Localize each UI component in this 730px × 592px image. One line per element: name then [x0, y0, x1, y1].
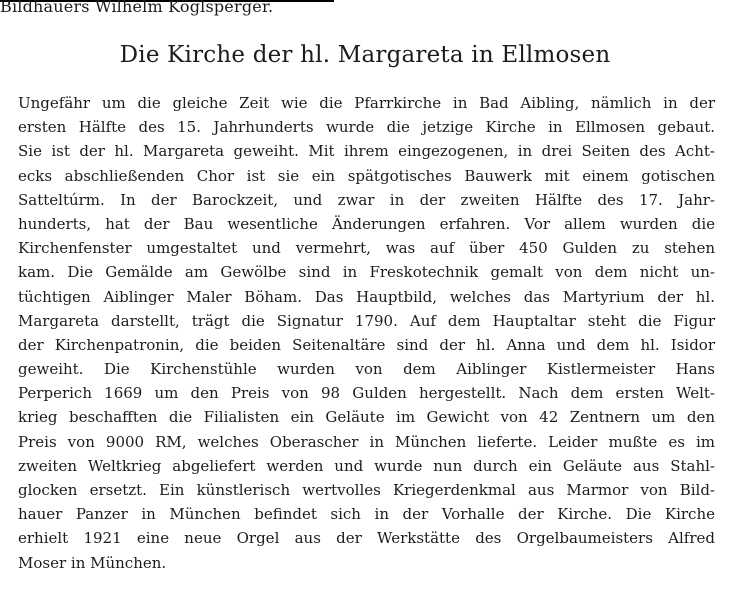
paragraph-line: Margareta darstellt, trägt die Signatur 1790. Auf dem Hauptaltar steht die Figur	[18, 311, 715, 330]
paragraph-line: Satteltúrm. In der Barockzeit, und zwar in der zweiten Hälfte des 17. Jahr-	[18, 190, 715, 209]
page-title: Die Kirche der hl. Margareta in Ellmosen	[119, 42, 611, 68]
paragraph-line: Moser in München.	[18, 553, 167, 572]
paragraph-line: hauer Panzer in München befindet sich in der Vorhalle der Kirche. Die Kirche	[18, 505, 715, 524]
previous-section-fragment: Bildhauers Wilhelm Köglsperger.	[0, 0, 274, 16]
paragraph-line: geweiht. Die Kirchenstühle wurden von dem Aiblinger Kistlermeister Hans	[18, 360, 715, 379]
paragraph-line: tüchtigen Aiblinger Maler Böham. Das Hauptbild, welches das Martyrium der hl.	[18, 287, 715, 306]
paragraph-line: Sie ist der hl. Margareta geweiht. Mit ihrem eingezogenen, in drei Seiten des Acht-	[18, 142, 715, 161]
paragraph-line: kam. Die Gemälde am Gewölbe sind in Freskotechnik gemalt von dem nicht un-	[18, 263, 715, 282]
paragraph-line: ecks abschließenden Chor ist sie ein spätgotisches Bauwerk mit einem gotischen	[18, 166, 715, 185]
body-paragraph	[18, 91, 715, 575]
paragraph-line: Kirchenfenster umgestaltet und vermehrt, was auf über 450 Gulden zu stehen	[18, 239, 715, 258]
paragraph-line: krieg beschafften die Filialisten ein Geläute im Gewicht von 42 Zentnern um den	[18, 408, 715, 427]
paragraph-line: glocken ersetzt. Ein künstlerisch wertvolles Kriegerdenkmal aus Marmor von Bild-	[18, 481, 715, 499]
paragraph-line: Perperich 1669 um den Preis von 98 Gulden hergestellt. Nach dem ersten Welt-	[18, 384, 715, 403]
paragraph-line: zweiten Weltkrieg abgeliefert werden und wurde nun durch ein Geläute aus Stahl-	[18, 456, 715, 475]
paragraph-line: ersten Hälfte des 15. Jahrhunderts wurde die jetzige Kirche in Ellmosen gebaut.	[18, 118, 715, 137]
paragraph-line: Preis von 9000 RM, welches Oberascher in München lieferte. Leider mußte es im	[18, 432, 715, 451]
paragraph-line: Ungefähr um die gleiche Zeit wie die Pfarrkirche in Bad Aibling, nämlich in der	[18, 94, 715, 112]
paragraph-line: der Kirchenpatronin, die beiden Seitenaltäre sind der hl. Anna und dem hl. Isidor	[18, 335, 715, 354]
paragraph-line: hunderts, hat der Bau wesentliche Änderungen erfahren. Vor allem wurden die	[18, 214, 715, 233]
paragraph-line: erhielt 1921 eine neue Orgel aus der Werkstätte des Orgelbaumeisters Alfred	[18, 529, 715, 548]
